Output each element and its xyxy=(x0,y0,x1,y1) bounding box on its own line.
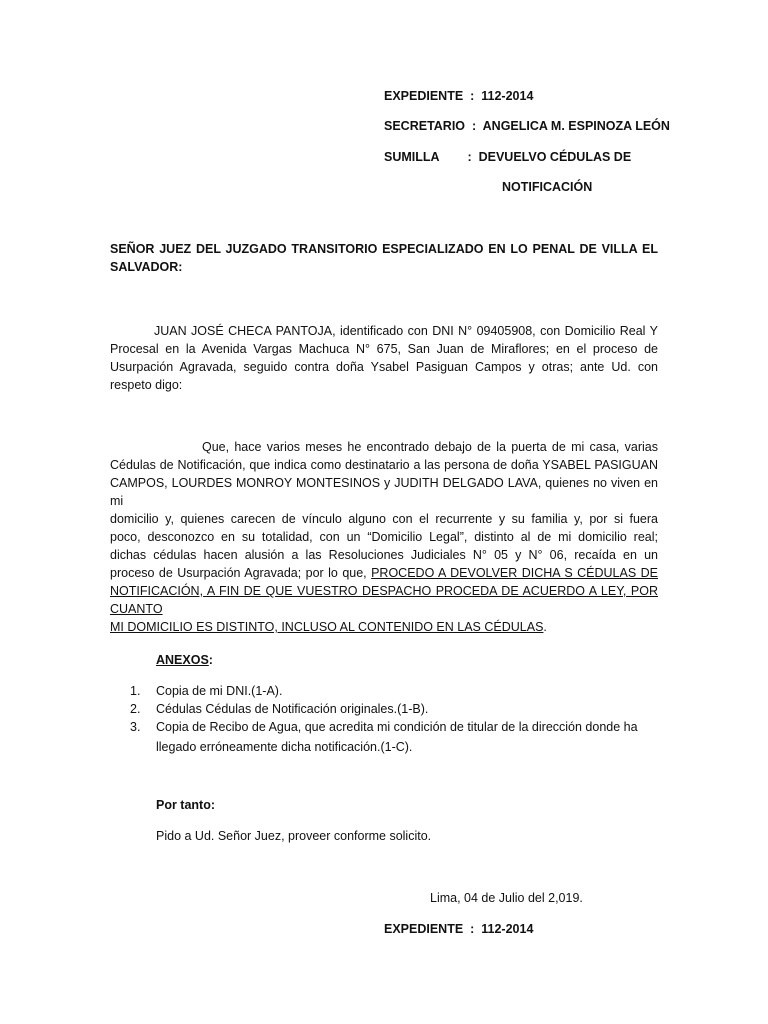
footer-expediente xyxy=(384,920,533,938)
intro-line4: respeto digo: xyxy=(110,378,183,392)
header-secretario xyxy=(384,117,670,135)
expediente-label: EXPEDIENTE xyxy=(384,89,464,103)
intro-line2: Procesal en la Avenida Vargas Machuca N° 675, San Juan de Miraflores; en el proceso de xyxy=(110,342,658,356)
footer-expediente-value: 112-2014 xyxy=(481,922,534,936)
body-line7 xyxy=(110,564,658,582)
annexes-title-colon: : xyxy=(208,653,213,667)
annex-item xyxy=(110,718,658,756)
date-line: Lima, 04 de Julio del 2,019. xyxy=(430,891,583,905)
annexes-title-text: ANEXOS xyxy=(156,653,209,667)
addressee-line1: SEÑOR JUEZ DEL JUZGADO TRANSITORIO ESPECIALIZADO EN LO PENAL DE VILLA EL xyxy=(110,242,658,256)
separator: : xyxy=(466,922,478,936)
annex-number: 2. xyxy=(130,702,141,716)
secretario-label: SECRETARIO xyxy=(384,119,466,133)
annex-text: Cédulas Cédulas de Notificación originales.(1-B). xyxy=(156,702,429,716)
separator: : xyxy=(467,150,476,164)
body-line7-underlined: PROCEDO A DEVOLVER DICHA S CÉDULAS DE xyxy=(371,566,658,580)
annexes-title xyxy=(156,651,213,669)
sumilla-label: SUMILLA xyxy=(384,150,440,164)
intro-line3: Usurpación Agravada, seguido contra doña Ysabel Pasiguan Campos y otras; ante Ud. con xyxy=(110,360,658,374)
annex-item xyxy=(110,700,658,718)
sumilla-value: DEVUELVO CÉDULAS DE xyxy=(478,150,632,164)
header-expediente xyxy=(384,87,533,105)
body-line4: domicilio y, quienes carecen de vínculo alguno con el recurrente y su familia y, por si fuera xyxy=(110,512,658,526)
annex-number: 1. xyxy=(130,684,141,698)
annex-text-line2: llegado erróneamente dicha notificación.(1-C). xyxy=(156,740,413,754)
body-line6: dichas cédulas hacen alusión a las Resoluciones Judiciales N° 05 y N° 06, recaída en un xyxy=(110,548,658,562)
header-sumilla xyxy=(384,148,631,166)
intro-paragraph xyxy=(110,322,658,394)
separator: : xyxy=(468,119,480,133)
body-paragraph xyxy=(110,438,658,636)
body-line7-plain: proceso de Usurpación Agravada; por lo que, xyxy=(110,566,372,580)
annex-text-line1: Copia de Recibo de Agua, que acredita mi condición de titular de la dirección donde ha xyxy=(156,720,638,734)
addressee xyxy=(110,240,658,276)
body-line1: Que, hace varios meses he encontrado debajo de la puerta de mi casa, varias xyxy=(202,440,658,454)
body-line3: CAMPOS, LOURDES MONROY MONTESINOS y JUDITH DELGADO LAVA, quienes no viven en mi xyxy=(110,476,658,508)
request-line: Pido a Ud. Señor Juez, proveer conforme solicito. xyxy=(156,829,432,843)
sumilla-value-line2: NOTIFICACIÓN xyxy=(502,180,593,194)
annex-number: 3. xyxy=(130,720,141,734)
annex-text: Copia de mi DNI.(1-A). xyxy=(156,684,283,698)
annex-item xyxy=(110,682,658,700)
body-line8-underlined: NOTIFICACIÓN, A FIN DE QUE VUESTRO DESPACHO PROCEDA DE ACUERDO A LEY, POR CUANTO xyxy=(110,584,658,616)
body-line2: Cédulas de Notificación, que indica como destinatario a las persona de doña YSABEL PASIGUAN xyxy=(110,458,658,472)
por-tanto: Por tanto: xyxy=(156,798,216,812)
intro-line1: JUAN JOSÉ CHECA PANTOJA, identificado con DNI N° 09405908, con Domicilio Real Y xyxy=(154,324,658,338)
body-line9-end: . xyxy=(543,620,547,634)
annexes-list xyxy=(110,682,658,756)
footer-expediente-label: EXPEDIENTE xyxy=(384,922,464,936)
addressee-line2: SALVADOR: xyxy=(110,260,183,274)
separator: : xyxy=(466,89,478,103)
body-line5: poco, desconozco en su totalidad, con un “Domicilio Legal”, distinto al de mi domicilio real; xyxy=(110,530,658,544)
annex-text xyxy=(156,718,658,756)
body-line9-underlined: MI DOMICILIO ES DISTINTO, INCLUSO AL CONTENIDO EN LAS CÉDULAS xyxy=(110,620,544,634)
secretario-value: ANGELICA M. ESPINOZA LEÓN xyxy=(482,119,670,133)
expediente-value: 112-2014 xyxy=(481,89,534,103)
body-line9 xyxy=(110,618,658,636)
